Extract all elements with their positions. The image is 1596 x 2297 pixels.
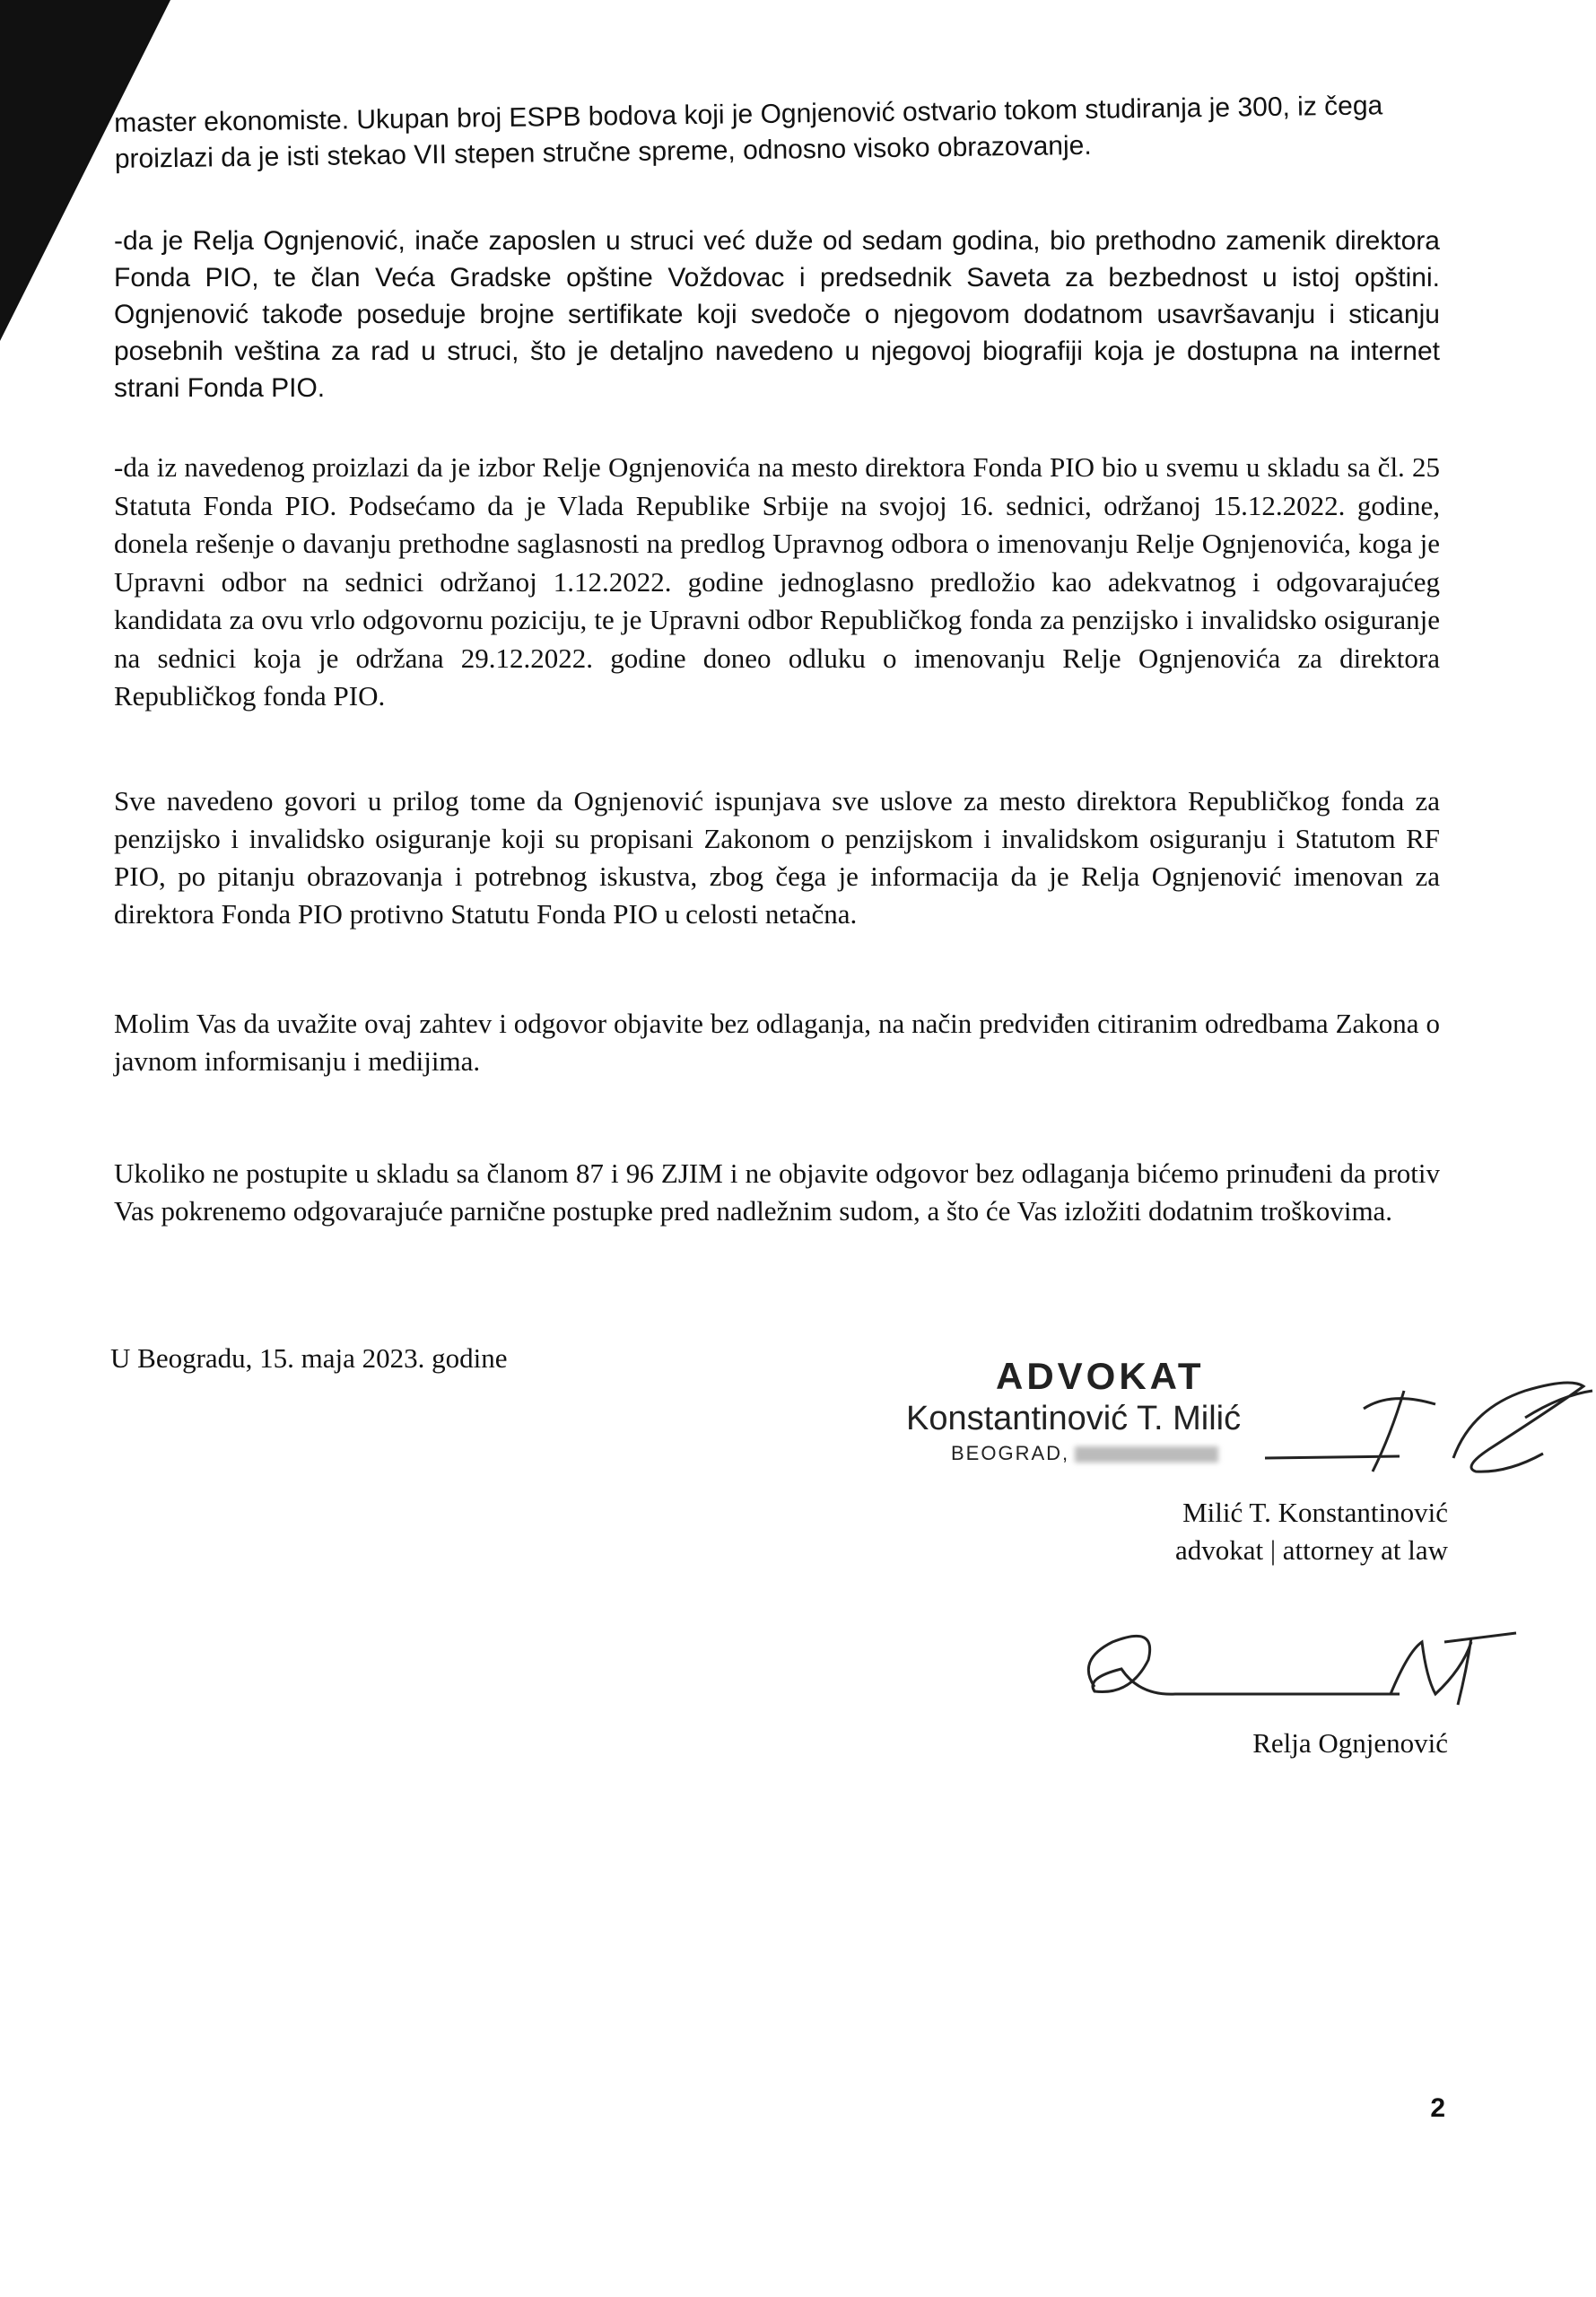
client-signature — [1068, 1615, 1534, 1723]
lawyer-stamp — [906, 1355, 1283, 1465]
paragraph-warning: Ukoliko ne postupite u skladu sa članom 87 i 96 ZJIM i ne objavite odgovor bez odlaganja bićemo prinuđeni da protiv Vas pokrenemo odgovarajuće parnične postupke pred nadležnim sudom, a što će Vas izložiti dodatnim troškovima. — [114, 1157, 1440, 1227]
redacted-address — [1075, 1446, 1218, 1463]
dateline: U Beogradu, 15. maja 2023. godine — [110, 1342, 508, 1374]
paragraph-appointment: -da iz navedenog proizlazi da je izbor Relje Ognjenovića na mesto direktora Fonda PIO bio u svemu u skladu sa čl. 25 Statuta Fonda PIO. Podsećamo da je Vlada Republike Srbije na svojoj 16. sednici, održanoj 15.12.2022. godine, donela rešenje o davanju prethodne saglasnosti na predlog Upravnog odbora o imenovanju Relje Ognjenovića, koga je Upravni odbor na sednici održanoj 1.12.2022. godine jednoglasno predložio kao adekvatnog i odgovarajućeg kandidata za ovu vrlo odgovornu poziciju, te je Upravni odbor Republičkog fonda za penzijsko i invalidsko osiguranje na sednici koja je održana 29.12.2022. godine doneo odluku o imenovanju Relje Ognjenovića za direktora Republičkog fonda PIO. — [114, 451, 1440, 712]
lawyer-role: advokat | attorney at law — [1174, 1534, 1448, 1566]
paragraph-request: Molim Vas da uvažite ovaj zahtev i odgovor objavite bez odlaganja, na način predviđen citiranim odredbama Zakona o javnom informisanju i medijima. — [114, 1008, 1440, 1077]
paragraph-experience: -da je Relja Ognjenović, inače zaposlen u struci već duže od sedam godina, bio prethodno zamenik direktora Fonda PIO, te član Veća Gradske opštine Voždovac i predsednik Saveta za bezbednost u istoj opštini. Ognjenović takođe poseduje brojne sertifikate koji svedoče o njegovom dodatnom usavršavanju i sticanju posebnih veština za rad u struci, što je detaljno navedeno u njegovoj biografiji koja je dostupna na internet strani Fonda PIO. — [114, 226, 1440, 403]
lawyer-signature-block — [1175, 1494, 1448, 1569]
stamp-city-label: BEOGRAD, — [951, 1442, 1070, 1464]
stamp-name: Konstantinović T. Milić — [906, 1400, 1242, 1437]
lawyer-name: Milić T. Konstantinović — [1182, 1497, 1448, 1528]
paragraph-conclusion: Sve navedeno govori u prilog tome da Ognjenović ispunjava sve uslove za mesto direktora Republičkog fonda za penzijsko i invalidsko osiguranje koji su propisani Zakonom o penzijskom i invalidskom osiguranju i Statutom RF PIO, po pitanju obrazovanja i potrebnog iskustva, zbog čega je informacija da je Relja Ognjenović imenovan za direktora Fonda PIO protivno Statutu Fonda PIO u celosti netačna. — [114, 785, 1440, 930]
client-name: Relja Ognjenović — [1252, 1727, 1448, 1759]
page-number: 2 — [1430, 2093, 1445, 2123]
stamp-city — [951, 1442, 1283, 1465]
paragraph-education: master ekonomiste. Ukupan broj ESPB bodova koji je Ognjenović ostvario tokom studiranja je 300, iz čega proizlazi da je isti stekao VII stepen stručne spreme, odnosno visoko obrazovanje. — [114, 91, 1383, 174]
stamp-title: ADVOKAT — [996, 1355, 1205, 1397]
lawyer-signature — [1256, 1373, 1596, 1489]
